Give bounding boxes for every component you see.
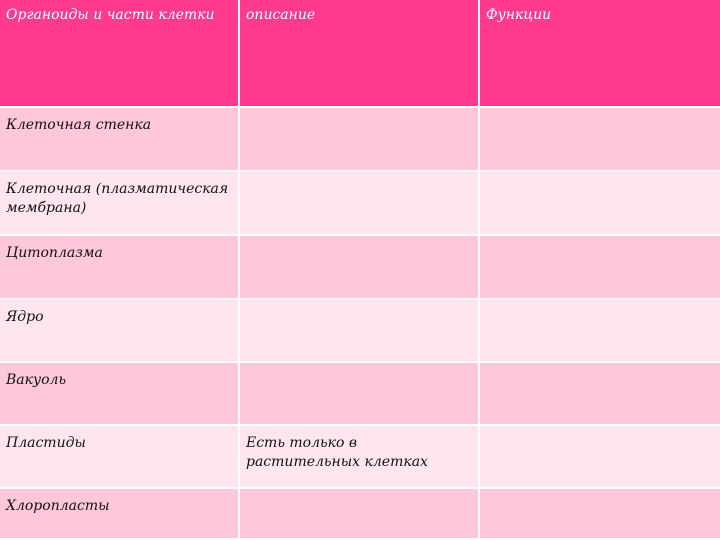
table-cell: Хлоропласты — [0, 489, 240, 540]
table-cell — [480, 172, 720, 236]
table-cell: Клеточная (плазматическая мембрана) — [0, 172, 240, 236]
table-cell: Есть только в растительных клетках — [240, 426, 480, 489]
table-cell — [240, 172, 480, 236]
table-cell — [240, 236, 480, 300]
table-cell — [480, 489, 720, 540]
table-cell — [480, 300, 720, 363]
table-cell — [240, 108, 480, 172]
table-cell: Цитоплазма — [0, 236, 240, 300]
table-cell — [240, 363, 480, 426]
table-cell — [480, 363, 720, 426]
table-cell — [480, 108, 720, 172]
table-cell: Вакуоль — [0, 363, 240, 426]
header-cell-description: описание — [240, 0, 480, 108]
table-cell: Ядро — [0, 300, 240, 363]
header-cell-functions: Функции — [480, 0, 720, 108]
header-cell-organelles: Органоиды и части клетки — [0, 0, 240, 108]
table-cell — [480, 426, 720, 489]
table-cell — [240, 300, 480, 363]
table-cell: Клеточная стенка — [0, 108, 240, 172]
table-cell — [240, 489, 480, 540]
table-cell — [480, 236, 720, 300]
table-cell: Пластиды — [0, 426, 240, 489]
